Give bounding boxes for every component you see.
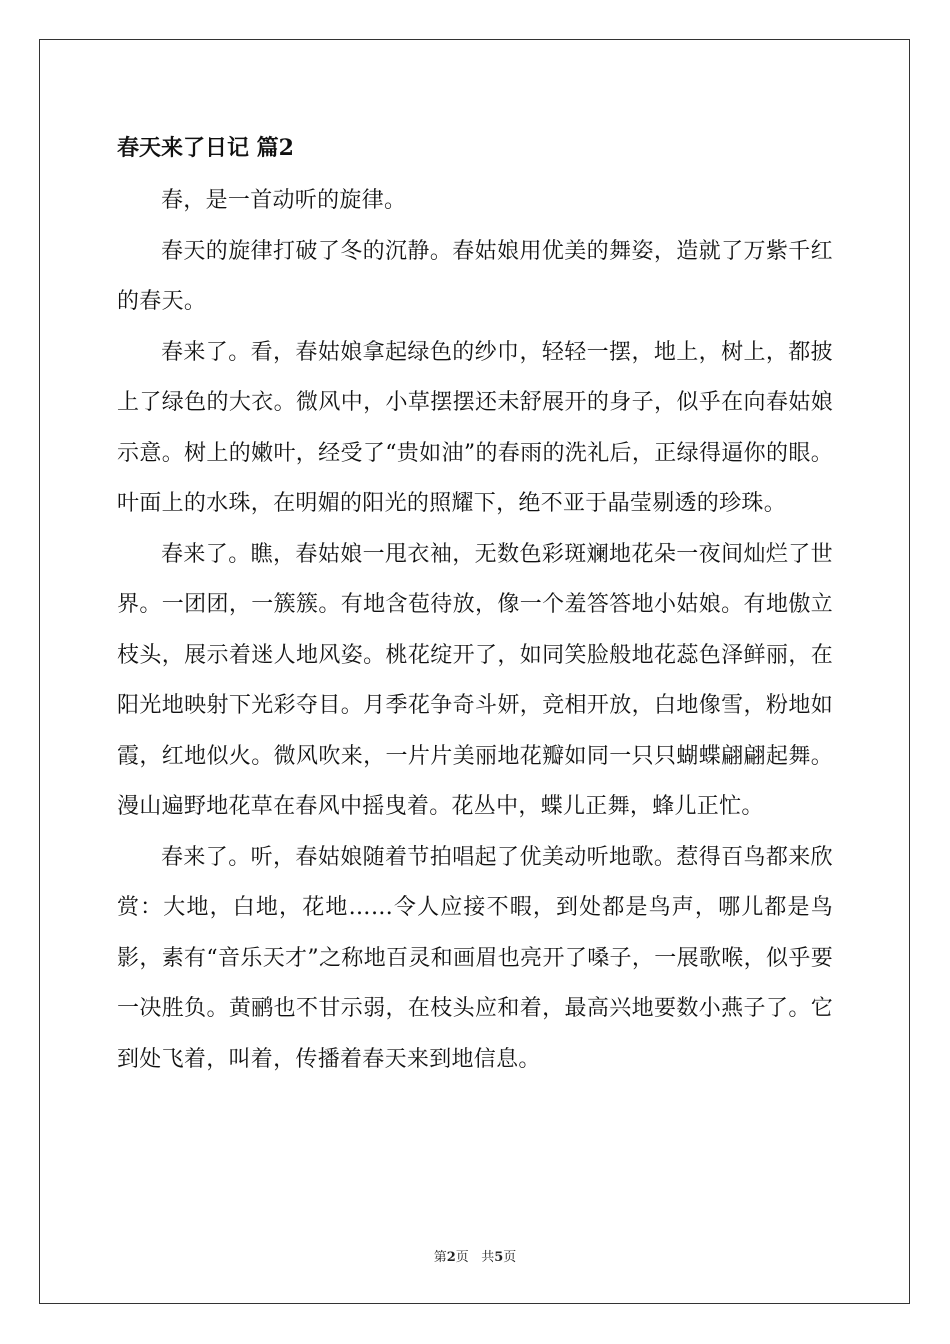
paragraph-3: 春来了。看，春姑娘拿起绿色的纱巾，轻轻一摆，地上，树上，都披上了绿色的大衣。微风中，小草摆摆还未舒展开的身子，似乎在向春姑娘示意。树上的嫩叶，经受了“贵如油”的春雨的洗礼后，正绿得逼你的眼。叶面上的水珠，在明媚的阳光的照耀下，绝不亚于晶莹剔透的珍珠。: [117, 339, 833, 516]
footer-current-page: 2: [446, 1250, 456, 1265]
paragraph-2: 春天的旋律打破了冬的沉静。春姑娘用优美的舞姿，造就了万紫千红的春天。: [117, 238, 833, 314]
page-footer: [0, 1246, 950, 1265]
footer-page-suffix: 页: [455, 1250, 469, 1265]
footer-total-suffix: 页: [503, 1250, 517, 1265]
paragraph-5: 春来了。听，春姑娘随着节拍唱起了优美动听地歌。惹得百鸟都来欣赏：大地，白地，花地……令人应接不暇，到处都是鸟声，哪儿都是鸟影，素有“音乐天才”之称地百灵和画眉也亮开了嗓子，一展歌喉，似乎要一决胜负。黄鹂也不甘示弱，在枝头应和着，最高兴地要数小燕子了。它到处飞着，叫着，传播着春天来到地信息。: [117, 844, 833, 1072]
footer-total-prefix: 共: [481, 1250, 495, 1265]
paragraph-4: 春来了。瞧，春姑娘一甩衣袖，无数色彩斑斓地花朵一夜间灿烂了世界。一团团，一簇簇。有地含苞待放，像一个羞答答地小姑娘。有地傲立枝头，展示着迷人地风姿。桃花绽开了，如同笑脸般地花蕊色泽鲜丽，在阳光地映射下光彩夺目。月季花争奇斗妍，竞相开放，白地像雪，粉地如霞，红地似火。微风吹来，一片片美丽地花瓣如同一只只蝴蝶翩翩起舞。漫山遍野地花草在春风中摇曳着。花丛中，蝶儿正舞，蜂儿正忙。: [117, 541, 833, 819]
paragraph-1: 春，是一首动听的旋律。: [161, 188, 407, 213]
document-title: 春天来了日记 篇2: [117, 135, 294, 161]
footer-prefix: 第: [433, 1250, 447, 1265]
document-body: [117, 128, 833, 1085]
footer-total-pages: 5: [494, 1250, 504, 1265]
